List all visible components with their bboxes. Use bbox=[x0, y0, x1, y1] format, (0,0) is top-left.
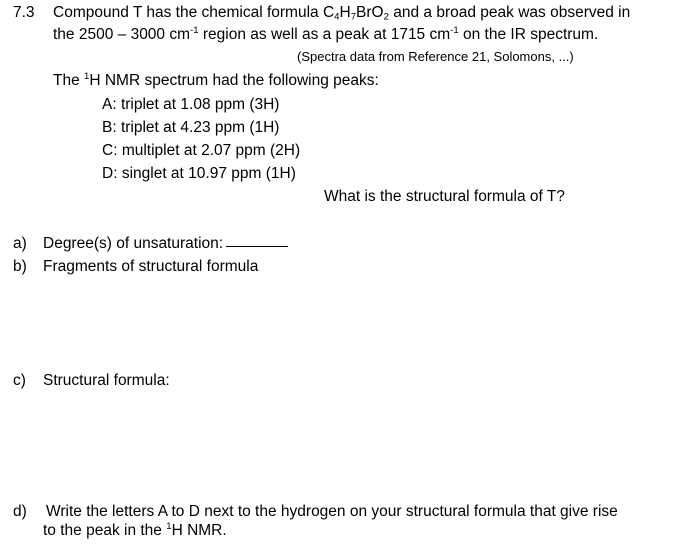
question-number: 7.3 bbox=[13, 4, 35, 21]
reference-note: (Spectra data from Reference 21, Solomons, ...) bbox=[297, 49, 574, 64]
part-d-line-2: to the peak in the $^1$H NMR. bbox=[43, 521, 227, 539]
peak-b: B: triplet at 4.23 ppm (1H) bbox=[102, 119, 280, 136]
question-line-1: Compound T has the chemical formula $C_4H_7BrO_2$ and a broad peak was observed in bbox=[53, 4, 631, 23]
part-d-label: d) bbox=[13, 503, 27, 520]
question-line-2: the 2500 – 3000 $cm^{-1}$ region as well as a peak at 1715 $cm^{-1}$ on the IR spectrum. bbox=[53, 25, 599, 43]
part-a-text: Degree(s) of unsaturation: bbox=[43, 235, 288, 253]
peak-a: A: triplet at 1.08 ppm (3H) bbox=[102, 96, 280, 113]
answer-blank[interactable] bbox=[226, 245, 288, 247]
nmr-intro: The $^1$H NMR spectrum had the following peaks: bbox=[53, 71, 379, 89]
part-c-text: Structural formula: bbox=[43, 372, 170, 389]
question-prompt: What is the structural formula of T? bbox=[324, 188, 565, 205]
part-c-label: c) bbox=[13, 372, 26, 389]
part-a-label: a) bbox=[13, 235, 27, 252]
peak-c: C: multiplet at 2.07 ppm (2H) bbox=[102, 142, 301, 159]
part-b-text: Fragments of structural formula bbox=[43, 258, 259, 275]
part-b-label: b) bbox=[13, 258, 27, 275]
peak-d: D: singlet at 10.97 ppm (1H) bbox=[102, 165, 296, 182]
part-d-line-1: Write the letters A to D next to the hydrogen on your structural formula that give rise bbox=[46, 503, 618, 520]
